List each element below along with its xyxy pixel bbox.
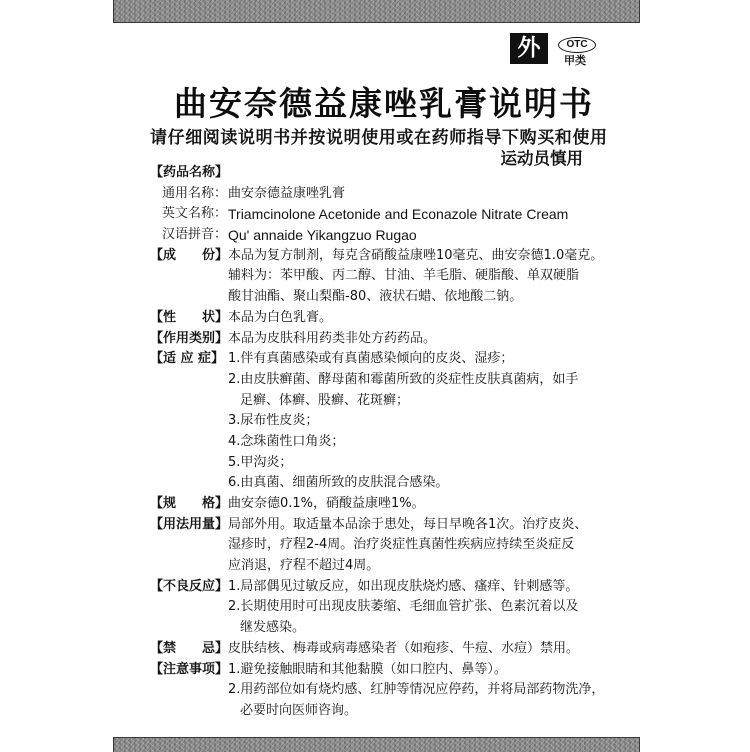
continuation-row bbox=[150, 680, 630, 701]
continuation-row bbox=[150, 453, 630, 474]
section-label: 【性 状】 bbox=[150, 309, 229, 325]
generic-name-label: 通用名称： bbox=[162, 185, 228, 201]
continuation-row bbox=[150, 701, 630, 722]
continuation-row bbox=[150, 370, 630, 391]
section-label: 【注意事项】 bbox=[150, 661, 229, 677]
section-line: 3.尿布性皮炎； bbox=[228, 413, 319, 429]
english-name-row bbox=[150, 204, 630, 225]
reading-notice: 请仔细阅读说明书并按说明使用或在药师指导下购买和使用 bbox=[150, 128, 608, 148]
section-label: 【成 份】 bbox=[150, 247, 229, 263]
section-label: 【适 应 症】 bbox=[150, 351, 225, 367]
section-line: 足癣、体癣、股癣、花斑癣； bbox=[240, 392, 410, 408]
section-specification bbox=[150, 494, 630, 515]
continuation-row bbox=[150, 473, 630, 494]
generic-name-row bbox=[150, 184, 630, 205]
section-line: 本品为复方制剂，每克含硝酸益康唑10毫克、曲安奈德1.0毫克。 bbox=[228, 247, 604, 263]
continuation-row bbox=[150, 618, 630, 639]
section-label: 【规 格】 bbox=[150, 496, 229, 511]
section-line: 湿疹时，疗程2-4周。治疗炎症性真菌性疾病应持续至炎症反 bbox=[228, 537, 575, 553]
section-line: 应消退，疗程不超过4周。 bbox=[228, 558, 380, 574]
section-line: 局部外用。取适量本品涂于患处，每日早晚各1次。治疗皮炎、 bbox=[228, 516, 588, 532]
section-line: 继发感染。 bbox=[240, 620, 306, 636]
continuation-row bbox=[150, 535, 630, 556]
english-name-value: Triamcinolone Acetonide and Econazole Nitrate Cream bbox=[228, 206, 569, 223]
pinyin-label: 汉语拼音： bbox=[162, 227, 228, 243]
section-label: 【作用类别】 bbox=[150, 330, 229, 346]
section-line: 1.伴有真菌感染或有真菌感染倾向的皮炎、湿疹； bbox=[228, 351, 514, 367]
continuation-row bbox=[150, 597, 630, 618]
otc-category: 甲类 bbox=[564, 54, 586, 67]
athlete-caution: 运动员慎用 bbox=[500, 149, 583, 168]
section-line: 4.念珠菌性口角炎； bbox=[228, 433, 345, 449]
section-drug-name bbox=[150, 163, 630, 184]
section-label: 【不良反应】 bbox=[150, 578, 229, 594]
section-label: 【药品名称】 bbox=[150, 165, 229, 180]
english-name-label: 英文名称： bbox=[162, 206, 228, 222]
section-composition bbox=[150, 246, 630, 267]
otc-mark: OTC bbox=[558, 37, 596, 53]
section-line: 2.长期使用时可出现皮肤萎缩、毛细血管扩张、色素沉着以及 bbox=[228, 599, 579, 615]
section-dosage bbox=[150, 515, 630, 536]
continuation-row bbox=[150, 266, 630, 287]
generic-name-value: 曲安奈德益康唑乳膏 bbox=[228, 185, 346, 201]
section-indications bbox=[150, 349, 630, 370]
section-line: 皮肤结核、梅毒或病毒感染者（如疱疹、牛痘、水痘）禁用。 bbox=[228, 640, 580, 656]
section-label: 【用法用量】 bbox=[150, 516, 229, 532]
section-line: 辅料为：苯甲酸、丙二醇、甘油、羊毛脂、硬脂酸、单双硬脂 bbox=[228, 268, 580, 284]
top-border-band bbox=[113, 0, 640, 23]
continuation-row bbox=[150, 287, 630, 308]
section-line: 2.由皮肤癣菌、酵母菌和霉菌所致的炎症性皮肤真菌病，如手 bbox=[228, 371, 579, 387]
section-line: 本品为皮肤科用药类非处方药药品。 bbox=[228, 330, 437, 346]
section-line: 必要时向医师咨询。 bbox=[240, 702, 358, 718]
section-line: 1.局部偶见过敏反应，如出现皮肤烧灼感、瘙痒、针刺感等。 bbox=[228, 578, 579, 594]
section-line: 6.由真菌、细菌所致的皮肤混合感染。 bbox=[228, 475, 449, 491]
continuation-row bbox=[150, 391, 630, 412]
section-line: 本品为白色乳膏。 bbox=[228, 309, 333, 325]
section-line: 5.甲沟炎； bbox=[228, 454, 293, 470]
continuation-row bbox=[150, 556, 630, 577]
section-line: 1.避免接触眼睛和其他黏膜（如口腔内、鼻等）。 bbox=[228, 661, 507, 677]
section-label: 【禁 忌】 bbox=[150, 640, 229, 656]
section-line: 酸甘油酯、聚山梨酯-80、液状石蜡、依地酸二钠。 bbox=[228, 289, 523, 305]
section-adverse-reactions bbox=[150, 577, 630, 598]
pinyin-row bbox=[150, 225, 630, 246]
pinyin-value: Qu' annaide Yikangzuo Rugao bbox=[228, 227, 417, 244]
section-line: 曲安奈德0.1%，硝酸益康唑1%。 bbox=[228, 496, 425, 511]
section-line: 2.用药部位如有烧灼感、红肿等情况应停药，并将局部药物洗净， bbox=[228, 682, 605, 698]
continuation-row bbox=[150, 432, 630, 453]
continuation-row bbox=[150, 411, 630, 432]
document-title: 曲安奈德益康唑乳膏说明书 bbox=[174, 84, 594, 123]
section-precautions bbox=[150, 660, 630, 681]
section-description bbox=[150, 308, 630, 329]
section-category bbox=[150, 329, 630, 350]
external-use-badge: 外 bbox=[510, 33, 548, 64]
insert-body bbox=[150, 163, 630, 722]
section-contraindications bbox=[150, 639, 630, 660]
